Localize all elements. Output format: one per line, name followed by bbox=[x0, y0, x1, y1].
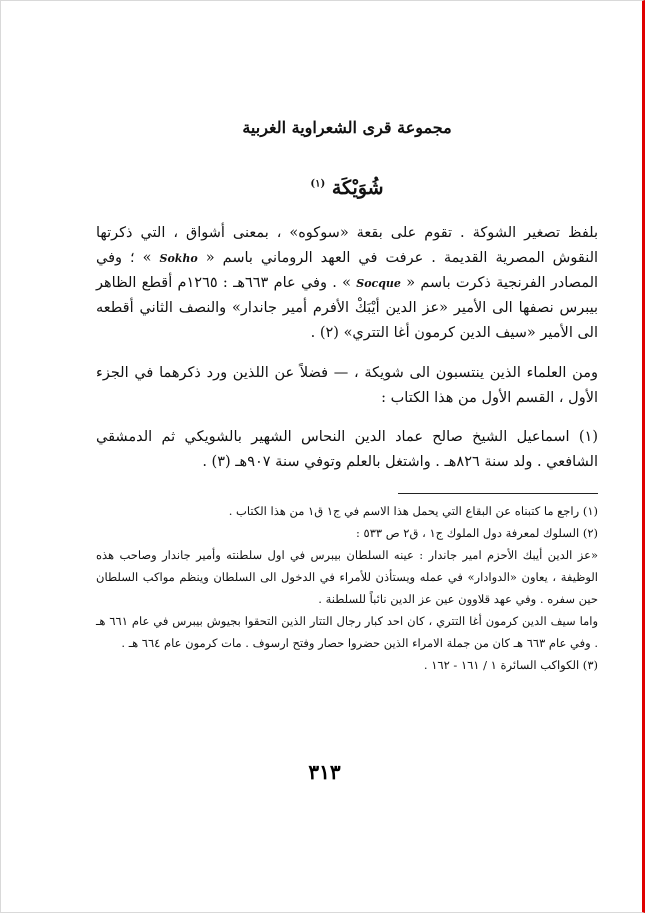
footnote-2-quote: «عز الدين أيبك الأحزم امير جاندار : عينه السلطان بيبرس في اول سلطنته وأمير جاندار وصاحب هذه الوظيفة ، يعاون «الدوادار» في عمله ويستأذن للأمراء في الدخول الى السلطان وينظم مواكب السلطان حين سفره . وفي عهد قلاوون عين عز الدين نائباً للسلطنة . bbox=[96, 548, 598, 606]
paragraph-scholar-1: (١) اسماعيل الشيخ صالح عماد الدين النحاس الشهير بالشويكي ثم الدمشقي الشافعي . ولد سنة ٨٢٦هـ . واشتغل بالعلم وتوفي سنة ٩٠٧هـ (٣) . bbox=[96, 429, 598, 470]
entry-title bbox=[96, 177, 598, 199]
section-title: مجموعة قرى الشعراوية الغربية bbox=[242, 118, 452, 137]
latin-name-sokho: Sokho bbox=[159, 252, 198, 265]
paragraph-scholars-intro: ومن العلماء الذين ينتسبون الى شويكة ، — فضلاً عن اللذين ورد ذكرهما في الجزء الأول ، القسم الأول من هذا الكتاب : bbox=[96, 364, 598, 406]
paragraph-history-part-b: » ؛ وفي المصادر الفرنجية ذكرت باسم « bbox=[96, 250, 599, 291]
footnote-2: (٢) السلوك لمعرفة دول الملوك ج١ ، ق٢ ص ٥٣٣ : bbox=[356, 526, 598, 540]
paragraph-history-part-c: » . وفي عام ٦٦٣هـ : ١٢٦٥م أقطع الظاهر بيبرس نصفها الى الأمير «عز الدين أيْبَكْ الأفرم أمير جاندار» والنصف الثاني أقطعه الى الأمير «سيف الدين كرمون أغا التتري» (٢) . bbox=[96, 275, 598, 341]
paragraph-history-part-a: بلفظ تصغير الشوكة . تقوم على بقعة «سوكوه» ، بمعنى أشواق ، التي ذكرتها النقوش المصرية القديمة . عرفت في العهد الروماني باسم « bbox=[96, 225, 599, 266]
page-number: ٣١٣ bbox=[308, 760, 341, 784]
page-content bbox=[96, 112, 598, 676]
footnote-divider bbox=[398, 493, 598, 494]
entry-name: شُوَيْكَة bbox=[331, 177, 384, 199]
entry-footnote-ref: (١) bbox=[310, 178, 326, 190]
latin-name-socque: Socque bbox=[356, 277, 401, 290]
footnote-2-continued: واما سيف الدين كرمون أغا التتري ، كان احد كبار رجال التتار الذين التحقوا بجيوش بيبرس في عام ٦٦١ هـ . وفي عام ٦٦٣ هـ كان من جملة الامراء الذين حضروا حصار وفتح ارسوف . مات كرمون عام ٦٦٤ هـ . bbox=[96, 614, 599, 650]
footnote-1: (١) راجع ما كتبناه عن البقاع التي يحمل هذا الاسم في ج١ ق١ من هذا الكتاب . bbox=[228, 504, 598, 518]
footnote-3: (٣) الكواكب السائرة ١ / ١٦١ - ١٦٢ . bbox=[423, 658, 598, 672]
paragraph-history bbox=[96, 221, 598, 346]
